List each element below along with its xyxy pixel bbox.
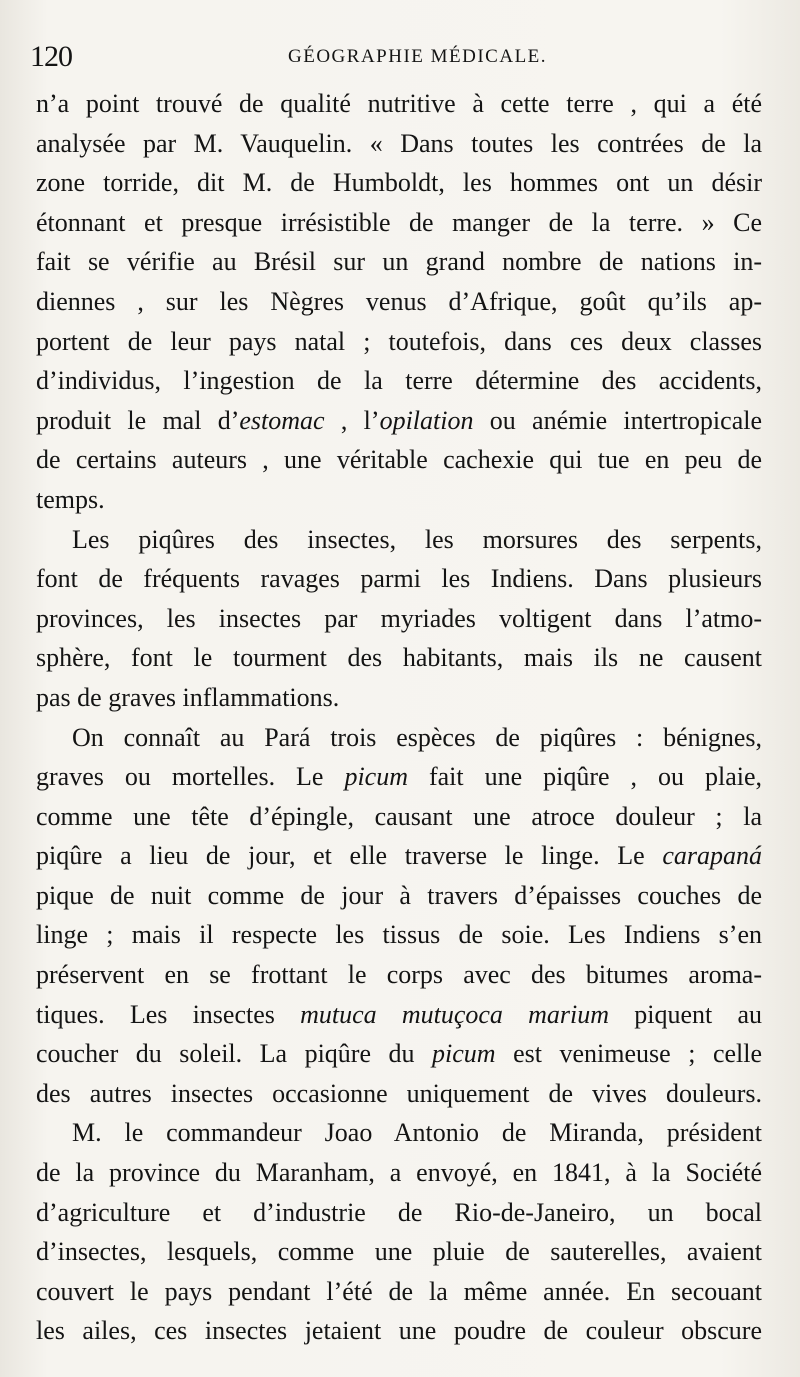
italic-term: mutuca mutuçoca marium [300, 999, 610, 1029]
text-line: diennes , sur les Nègres venus d’Afrique, goût qu’ils ap- [36, 286, 762, 316]
text-line: couvert le pays pendant l’été de la même année. En secouant [36, 1276, 762, 1306]
text-line: M. le commandeur Joao Antonio de Miranda, président [72, 1118, 762, 1148]
text-segment: piquent au [609, 999, 762, 1029]
text-segment: , l’ [324, 405, 380, 435]
body-text [36, 84, 762, 1351]
text-segment: fait une piqûre , ou plaie, [408, 762, 762, 792]
page-header [30, 36, 770, 76]
italic-term: estomac [239, 405, 325, 435]
text-line: pas de graves inflammations. [36, 682, 340, 712]
text-segment: produit le mal d’ [36, 405, 240, 435]
text-line: temps. [36, 484, 105, 514]
text-line: comme une tête d’épingle, causant une atroce douleur ; la [36, 801, 762, 831]
italic-term: picum [432, 1039, 496, 1069]
text-line: font de fréquents ravages parmi les Indiens. Dans plusieurs [36, 564, 762, 594]
text-segment: est venimeuse ; celle [495, 1039, 762, 1069]
text-line: d’agriculture et d’industrie de Rio-de-Janeiro, un bocal [36, 1197, 762, 1227]
text-line: étonnant et presque irrésistible de manger de la terre. » Ce [36, 207, 762, 237]
text-line: d’individus, l’ingestion de la terre détermine des accidents, [36, 366, 762, 396]
text-line: n’a point trouvé de qualité nutritive à cette terre , qui a été [36, 89, 762, 118]
italic-term: carapaná [662, 841, 762, 871]
text-line: zone torride, dit M. de Humboldt, les hommes ont un désir [36, 168, 762, 198]
text-segment: piqûre a lieu de jour, et elle traverse le linge. Le [36, 841, 663, 871]
text-line: préservent en se frottant le corps avec des bitumes aroma- [36, 960, 762, 990]
text-line: sphère, font le tourment des habitants, mais ils ne causent [36, 643, 762, 673]
text-line: les ailes, ces insectes jetaient une poudre de couleur obscure [36, 1316, 762, 1346]
text-line [36, 757, 762, 797]
text-line: linge ; mais il respecte les tissus de soie. Les Indiens s’en [36, 920, 762, 950]
italic-term: opilation [379, 405, 474, 435]
text-line [36, 995, 762, 1035]
text-line: de certains auteurs , une véritable cachexie qui tue en peu de [36, 445, 762, 475]
text-segment: ou anémie intertropicale [473, 405, 762, 435]
text-line: des autres insectes occasionne uniquement de vives douleurs. [36, 1078, 762, 1108]
text-segment: coucher du soleil. La piqûre du [36, 1039, 433, 1069]
page-number: 120 [30, 40, 72, 73]
text-line: de la province du Maranham, a envoyé, en 1841, à la Société [36, 1158, 762, 1188]
text-line: fait se vérifie au Brésil sur un grand nombre de nations in- [36, 247, 762, 277]
text-line: d’insectes, lesquels, comme une pluie de sauterelles, avaient [36, 1237, 762, 1267]
text-line [36, 1034, 762, 1074]
running-title: GÉOGRAPHIE MÉDICALE. [288, 46, 548, 67]
text-line [36, 836, 762, 876]
text-line: analysée par M. Vauquelin. « Dans toutes les contrées de la [36, 128, 762, 158]
italic-term: picum [344, 762, 408, 792]
text-line: provinces, les insectes par myriades voltigent dans l’atmo- [36, 603, 762, 633]
text-line: Les piqûres des insectes, les morsures des serpents, [72, 524, 762, 554]
text-line: On connaît au Pará trois espèces de piqûres : bénignes, [72, 722, 762, 752]
text-segment: tiques. Les insectes [36, 999, 301, 1029]
text-line: pique de nuit comme de jour à travers d’épaisses couches de [36, 880, 762, 910]
text-line [36, 401, 762, 441]
text-line: portent de leur pays natal ; toutefois, dans ces deux classes [36, 326, 762, 356]
text-segment: graves ou mortelles. Le [36, 762, 345, 792]
